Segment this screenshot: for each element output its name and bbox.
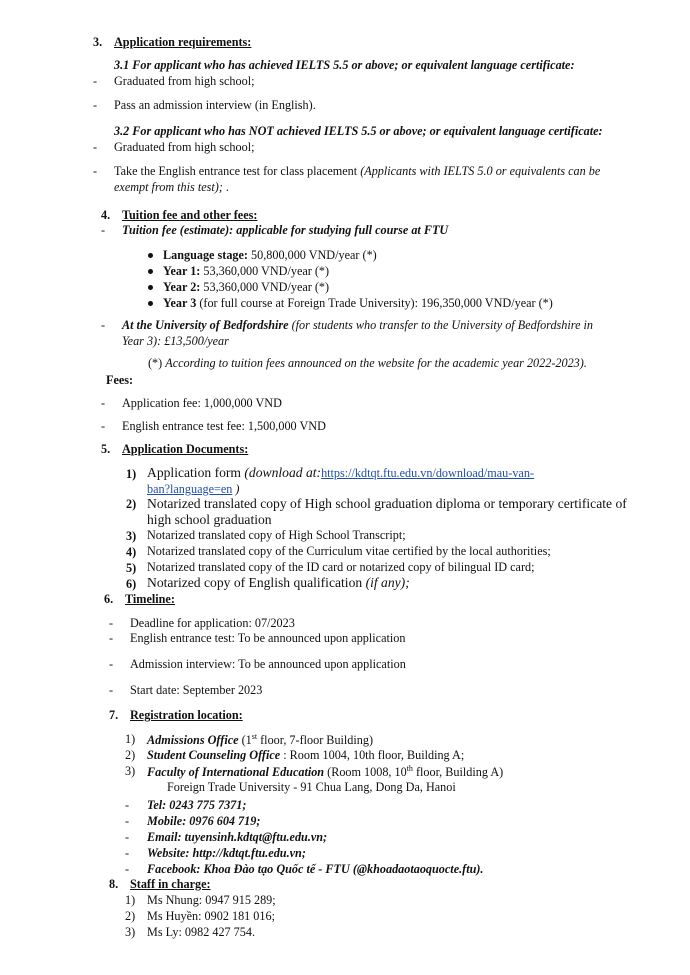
section-5-heading: Application Documents: (122, 442, 249, 456)
contact-mobile: Mobile: 0976 604 719; (147, 814, 261, 828)
section-3-number: 3. (93, 35, 103, 49)
contact-email: Email: tuyensinh.kdtqt@ftu.edu.vn; (147, 830, 328, 844)
location-number: 1) (125, 732, 136, 746)
doc-text: Notarized copy of English qualification (147, 575, 366, 590)
location-item (147, 732, 373, 748)
doc-tail: ) (232, 482, 240, 496)
tuition-year-item (148, 280, 329, 295)
bullet-icon (148, 269, 153, 274)
entrance-test-exemption: (Applicants with IELTS 5.0 or equivalents can be (360, 164, 601, 178)
dash-marker: - (93, 140, 98, 154)
doc-item: Notarized translated copy of the Curriculum vitae certified by the local authorities; (147, 544, 551, 558)
doc-number: 4) (126, 545, 137, 559)
dash-marker: - (125, 862, 130, 876)
requirement-3-1-heading: 3.1 For applicant who has achieved IELTS 5.5 or above; or equivalent language certificate: (114, 58, 575, 72)
doc-number: 1) (126, 467, 137, 481)
dash-marker: - (125, 846, 130, 860)
doc-application-form (147, 465, 534, 482)
location-name: Faculty of International Education (147, 765, 325, 780)
requirement-item-entrance-test (114, 164, 600, 179)
dash-marker: - (101, 419, 106, 433)
doc-download-note: (download at: (244, 465, 322, 480)
timeline-item: Deadline for application: 07/2023 (130, 616, 295, 630)
dash-marker: - (101, 396, 106, 410)
fee-item: Application fee: 1,000,000 VND (122, 396, 282, 410)
section-4-number: 4. (101, 208, 111, 222)
section-3-heading: Application requirements: (114, 35, 252, 49)
location-detail: : Room 1004, 10th floor, Building A; (280, 748, 465, 762)
entrance-test-text: Take the English entrance test for class placement (114, 164, 361, 178)
section-4-heading: Tuition fee and other fees: (122, 208, 258, 222)
staff-item: Ms Ly: 0982 427 754. (147, 925, 256, 939)
doc-number: 6) (126, 577, 137, 591)
tuition-footnote (148, 356, 587, 371)
location-name: Student Counseling Office (147, 748, 281, 762)
doc-application-form-cont (147, 482, 239, 497)
section-7-heading: Registration location: (130, 708, 243, 722)
year-label: Year 1: (163, 264, 201, 278)
staff-number: 1) (125, 893, 136, 907)
doc-item: Notarized translated copy of High school graduation diploma or temporary certificate of (147, 496, 627, 511)
year-label: Year 3 (163, 296, 197, 310)
doc-text: Application form (147, 465, 245, 480)
doc-number: 5) (126, 561, 137, 575)
staff-item: Ms Nhung: 0947 915 289; (147, 893, 276, 907)
year-value: (for full course at Foreign Trade University): 196,350,000 VND/year (*) (196, 296, 553, 310)
footnote-text: According to tuition fees announced on the website for the academic year 2022-2023). (165, 356, 587, 370)
requirement-item: Graduated from high school; (114, 74, 255, 88)
year-value: 53,360,000 VND/year (*) (200, 264, 330, 278)
dash-marker: - (93, 74, 98, 88)
bedfordshire-fee-cont: Year 3): £13,500/year (122, 334, 229, 348)
dash-marker: - (101, 318, 106, 332)
section-5-number: 5. (101, 442, 111, 456)
dash-marker: - (109, 683, 114, 697)
entrance-test-end: . (222, 180, 229, 194)
section-8-number: 8. (109, 877, 119, 891)
bullet-icon (148, 285, 153, 290)
ordinal-suffix: th (406, 764, 413, 773)
contact-website: Website: http://kdtqt.ftu.edu.vn; (147, 846, 306, 860)
location-detail: (1 (238, 733, 252, 748)
location-number: 2) (125, 748, 136, 762)
footnote-marker: (*) (148, 356, 166, 370)
download-link-cont[interactable]: ban?language=en (147, 482, 233, 496)
requirement-item: Graduated from high school; (114, 140, 255, 154)
doc-number: 3) (126, 529, 137, 543)
doc-text: Notarized translated copy of High School Transcript; (147, 528, 406, 542)
address: Foreign Trade University - 91 Chua Lang, Dong Da, Hanoi (167, 780, 456, 794)
doc-item (147, 528, 406, 543)
year-value: 53,360,000 VND/year (*) (200, 280, 330, 294)
download-link[interactable]: https://kdtqt.ftu.edu.vn/download/mau-van- (321, 466, 534, 480)
ordinal-suffix: st (251, 732, 258, 741)
dash-marker: - (125, 830, 130, 844)
contact-facebook: Facebook: Khoa Đào tạo Quốc tế - FTU (@khoadaotaoquocte.ftu). (147, 862, 484, 876)
doc-item-cont: high school graduation (147, 512, 272, 527)
location-detail: floor, 7-floor Building) (257, 733, 374, 748)
entrance-test-exemption-cont: exempt from this test); (114, 180, 223, 194)
requirement-item-entrance-test-cont (114, 180, 229, 195)
tuition-year-item (148, 296, 553, 311)
dash-marker: - (93, 164, 98, 178)
section-6-number: 6. (104, 592, 114, 606)
bedfordshire-note: (for students who transfer to the University of Bedfordshire in (288, 318, 594, 332)
timeline-item: Start date: September 2023 (130, 683, 263, 697)
section-7-number: 7. (109, 708, 119, 722)
year-label: Language stage: (163, 248, 248, 262)
doc-item: Notarized translated copy of the ID card or notarized copy of bilingual ID card; (147, 560, 535, 574)
location-detail: floor, Building A) (412, 765, 504, 780)
contact-tel: Tel: 0243 775 7371; (147, 798, 247, 812)
location-name: Admissions Office (147, 733, 239, 748)
doc-item (147, 575, 410, 592)
doc-note: (if any); (365, 575, 410, 590)
staff-number: 2) (125, 909, 136, 923)
dash-marker: - (109, 616, 114, 630)
year-label: Year 2: (163, 280, 201, 294)
tuition-fee-intro: Tuition fee (estimate): applicable for studying full course at FTU (122, 223, 449, 237)
timeline-item: English entrance test: To be announced upon application (130, 631, 406, 645)
section-6-heading: Timeline: (125, 592, 175, 606)
staff-item: Ms Huyền: 0902 181 016; (147, 909, 275, 923)
tuition-year-item (148, 248, 377, 263)
tuition-year-item (148, 264, 329, 279)
bullet-icon (148, 253, 153, 258)
fees-label: Fees: (106, 373, 134, 387)
location-detail: (Room 1008, 10 (324, 765, 407, 780)
dash-marker: - (109, 657, 114, 671)
section-8-heading: Staff in charge: (130, 877, 211, 891)
location-item (147, 748, 464, 763)
dash-marker: - (93, 98, 98, 112)
requirement-3-2-heading: 3.2 For applicant who has NOT achieved IELTS 5.5 or above; or equivalent language certificate: (114, 124, 603, 138)
location-item (147, 764, 503, 780)
bedfordshire-fee (122, 318, 593, 333)
bullet-icon (148, 301, 153, 306)
year-value: 50,800,000 VND/year (*) (247, 248, 377, 262)
dash-marker: - (125, 814, 130, 828)
dash-marker: - (109, 631, 114, 645)
dash-marker: - (125, 798, 130, 812)
dash-marker: - (101, 223, 106, 237)
staff-number: 3) (125, 925, 136, 939)
timeline-item: Admission interview: To be announced upon application (130, 657, 406, 671)
bedfordshire-label: At the University of Bedfordshire (122, 318, 289, 332)
location-number: 3) (125, 764, 136, 778)
requirement-item: Pass an admission interview (in English). (114, 98, 316, 112)
doc-number: 2) (126, 497, 137, 511)
fee-item: English entrance test fee: 1,500,000 VND (122, 419, 326, 433)
